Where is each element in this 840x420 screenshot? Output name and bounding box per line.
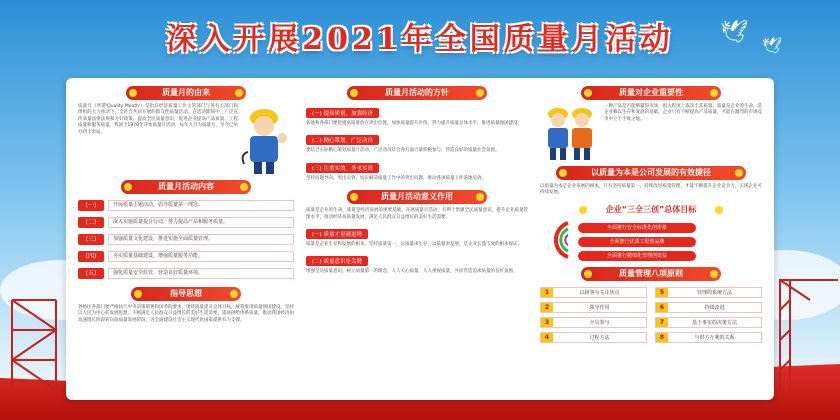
content-list [78, 200, 294, 279]
list-item [78, 251, 294, 262]
list-item [78, 268, 294, 279]
item-text: 加强质量文化建设，推进实施全面质量管理。 [108, 234, 294, 245]
section-header-meaning: 质量月活动意义作用 [347, 190, 487, 204]
item-number: (五) [78, 268, 104, 279]
meaning-text: 质量是企业的生命，质量是经济发展的重要基础。开展质量月活动，有利于增强全民质量意识，提升企业质量管理水平，推动经济高质量发展，满足人民群众日益增长的美好生活需要。 [306, 208, 528, 220]
principle-item: 3 全员参与 [540, 317, 647, 328]
subheading: (三) 注重实效，务求实效 [306, 163, 379, 173]
item-number: (一) [78, 200, 104, 211]
list-item [78, 217, 294, 228]
workers-group-icon [540, 104, 600, 160]
goal-item: 全面推行精细化管理创效益 [570, 251, 696, 261]
item-text: 夯实质量基础建设，增强质量服务功能。 [108, 251, 294, 262]
principle-item: 1 以顾客为关注焦点 [540, 287, 647, 298]
dove-icon: 🕊 [720, 20, 748, 45]
guide-text: 各地区各部门要严格执行中央决策部署和国务院要求，围绕质量提升总体目标，统筹推进质量强国建设，坚持以人民为中心的发展思想，不断满足人民群众日益增长的美好生活需要，提高供给体系质量，推动我国经济由高速增长阶段转向高质量发展阶段，为全面建设社会主义现代化国家提供有力支撑。 [78, 305, 294, 323]
item-number: (四) [78, 251, 104, 262]
principle-item: 4 过程方法 [540, 332, 647, 343]
subheading: (一) 提高质量，加强经济 [306, 108, 379, 118]
principle-item: 6 持续改进 [655, 302, 762, 313]
origin-text: 质量月（所谓'Quality Month'）是指在经济质量工作主管部门与各有关部门和组织的大力推动下，全社会共同开展的群众性质量活动。在活动期间中，广泛宣传质量法律法规和方针政策，提高全民质量意识，促进企业提高产品质量、工程质量和服务质量。我国于1978年开始质量月活动，每年九月为质量月，至今已举办四十余届。 [78, 104, 238, 135]
middle-column [306, 86, 528, 276]
section-header-policy: 质量月活动的方针 [347, 86, 487, 100]
goal-item: 全面推行优质工程创品牌 [570, 237, 696, 247]
subheading-text: 要结合实际精心策划质量月活动，广泛动员社会各方面力量积极参与，营造良好的质量社会氛围。 [306, 148, 500, 154]
importance-text: 一种产品是否能够赢得市场，很大程度上取决于其质量。质量是企业的生命，是企业赖以生存和发展的基础，企业只有不断提高产品质量，才能在激烈的市场竞争中立于不败之地。 [604, 104, 762, 122]
subheading-text: 质量是企业生存和发展的根本，坚持质量第一，以质量求生存、以质量求发展，是企业长盛不衰的根本保证。 [306, 242, 522, 248]
subheading: (二) 质量意识是关键 [306, 256, 368, 266]
item-number: (三) [78, 234, 104, 245]
section-header-guide: 指导思想 [131, 287, 241, 301]
section-header-origin: 质量月的由来 [126, 86, 246, 100]
subheading-text: 各地和各部门要把提高质量放在突出位置，加快质量提升步伐，努力提升质量总体水平，推进质量强国建设。 [306, 121, 522, 126]
section-header-importance: 质量对企业重要性 [581, 86, 721, 100]
item-number: (二) [78, 217, 104, 228]
left-column [78, 86, 294, 324]
page-title: 深入开展2021年全国质量月活动 [166, 22, 674, 57]
subheading: (一) 质量才是硬道理 [306, 229, 368, 239]
content-board [66, 78, 774, 400]
section-header-goal: 企业“三全三创”总体目标 [576, 203, 726, 217]
steel-frame-icon [8, 280, 60, 390]
section-header-eight: 质量管理八项原则 [581, 267, 721, 281]
crane-icon [770, 270, 840, 390]
principle-item: 2 领导作用 [540, 302, 647, 313]
dove-icon: 🕊 [762, 36, 783, 55]
goal-item: 全面推行安全标准化创形象 [570, 223, 696, 233]
item-text: 强化质量安全监管，营造良好质量环境。 [108, 268, 294, 279]
subheading-text: 坚持问题导向，突出实效，切实解决质量工作中的突出问题，推动各项质量工作落地见效。 [306, 175, 486, 181]
principles-grid [540, 287, 762, 343]
subheading: (二) 精心策划，广泛动员 [306, 135, 379, 145]
worker-thumbs-up-icon [238, 104, 290, 174]
list-item [78, 234, 294, 245]
right-column [540, 86, 762, 343]
list-item [78, 200, 294, 211]
principle-item: 7 基于事实的决策方法 [655, 317, 762, 328]
goal-arc-icon [540, 219, 570, 261]
subheading-text: 增强全员质量意识，树立质量第一的理念，人人关心质量、人人重视质量，共同营造追求质量的良好氛围。 [306, 269, 518, 275]
path-text: 以质量为本是企业发展的根本，只有坚持质量第一，持续改进质量管理，才能不断提升企业竞争力，实现企业可持续发展。 [540, 184, 762, 196]
principle-item: 5 管理的系统方法 [655, 287, 762, 298]
section-header-content: 质量月活动内容 [121, 180, 251, 194]
item-text: 深入实施质量提升行动，努力提高产品和服务质量。 [108, 217, 294, 228]
principle-item: 8 与供方互利的关系 [655, 332, 762, 343]
section-header-path: 以质量为本是公司发展的有效捷径 [556, 166, 746, 180]
item-text: 开展质量主题活动，倡导质量第一理念。 [108, 200, 294, 211]
